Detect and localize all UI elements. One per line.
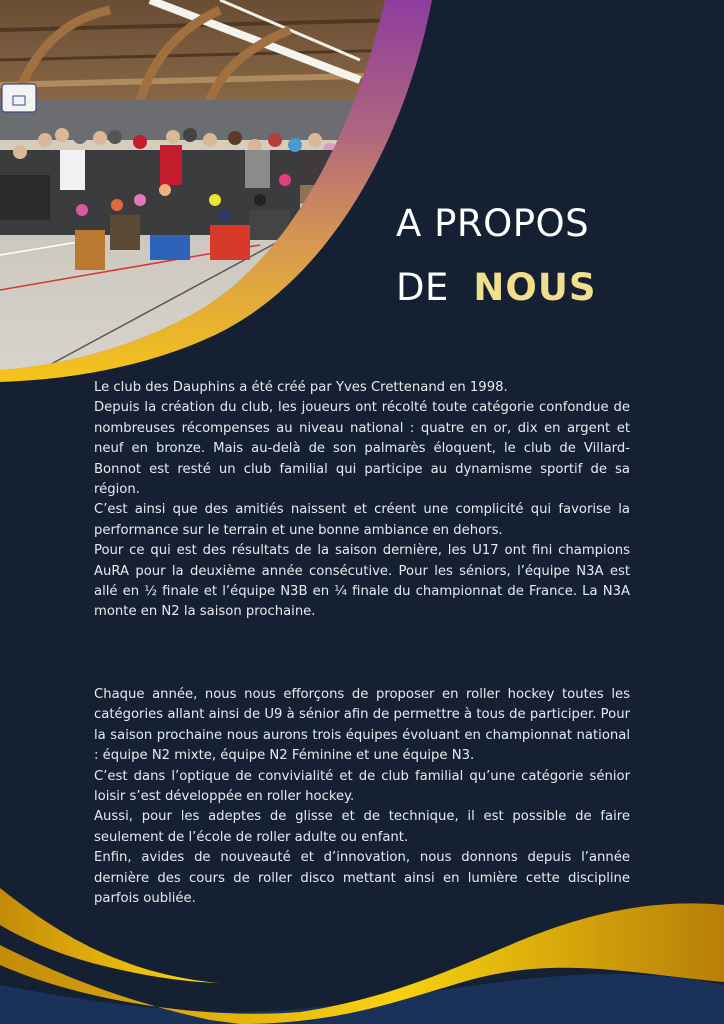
paragraph: Enfin, avides de nouveauté et d’innovation, nous donnons depuis l’année dernière des cours de roller disco mettant ainsi en lumière cette discipline parfois oubliée. — [94, 850, 630, 907]
navy-wave — [0, 974, 724, 1024]
paragraph: Pour ce qui est des résultats de la saison dernière, les U17 ont fini champions AuRA pour la deuxième année consécutive. Pour les séniors, l’équipe N3A est allé en ½ finale et l’équipe N3B en ¼ finale du championnat de France. La N3A monte en N2 la saison prochaine. — [94, 543, 630, 620]
about-text-block-1 — [94, 378, 630, 623]
paragraph: Depuis la création du club, les joueurs ont récolté toute catégorie confondue de nombreuses récompenses au niveau national : quatre en or, dix en argent et neuf en bronze. Mais au-delà de son palmarès éloquent, le club de Villard-Bonnot est resté un club familial qui participe au dynamisme sportif de sa région. — [94, 400, 630, 498]
paragraph: C’est dans l’optique de convivialité et de club familial qu’une catégorie sénior loisir s’est développée en roller hockey. — [94, 768, 630, 805]
page-title — [396, 192, 597, 320]
paragraph: C’est ainsi que des amitiés naissent et créent une complicité qui favorise la performance sur le terrain et une bonne ambiance en dehors. — [94, 502, 630, 538]
paragraph: Le club des Dauphins a été créé par Yves Crettenand en 1998. — [94, 380, 508, 395]
title-line-2 — [396, 256, 597, 320]
paragraph: Aussi, pour les adeptes de glisse et de technique, il est possible de faire seulement de l’école de roller adulte ou enfant. — [94, 809, 630, 845]
title-highlight: NOUS — [473, 266, 597, 309]
title-line-1: A PROPOS — [396, 202, 590, 245]
title-prefix: DE — [396, 266, 449, 309]
about-text-block-2 — [94, 685, 630, 909]
paragraph: Chaque année, nous nous efforçons de proposer en roller hockey toutes les catégories allant ainsi de U9 à sénior afin de permettre à tous de participer. Pour la saison prochaine nous aurons trois équipes évoluant en championnat national : équipe N2 mixte, équipe N2 Féminine et une équipe N3. — [94, 687, 630, 764]
